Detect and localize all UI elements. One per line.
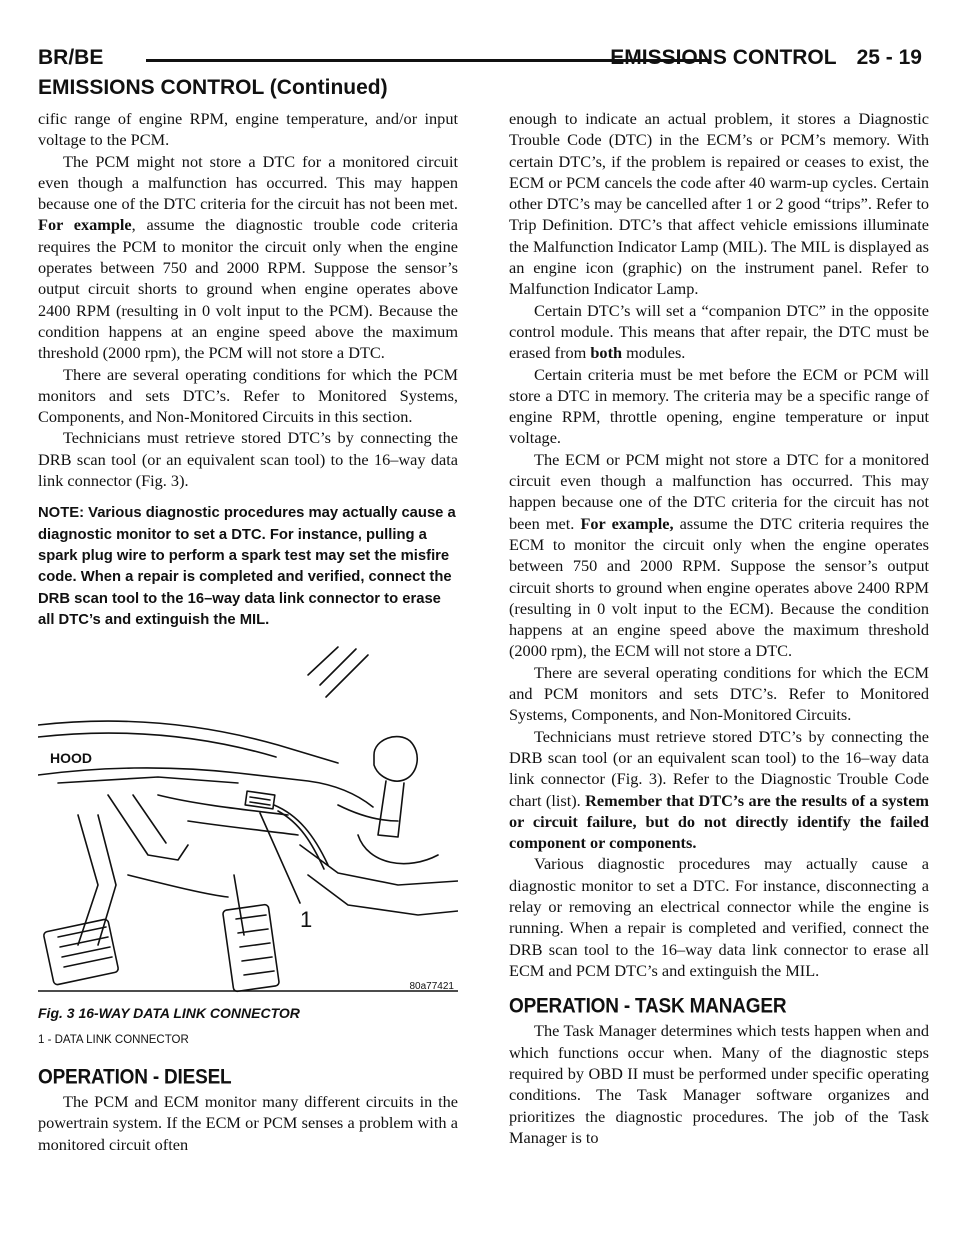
paragraph: There are several operating conditions for which the PCM monitors and sets DTC’s. Refer to Monitored Systems, Components, and Non-Monitored Circuits in this section. — [38, 364, 458, 427]
paragraph: There are several operating conditions for which the ECM and PCM monitors and sets DTC’s. Refer to Monitored Systems, Components, and Non-Monitored Circuits. — [509, 662, 929, 725]
right-column — [509, 108, 929, 1148]
paragraph: enough to indicate an actual problem, it stores a Diagnostic Trouble Code (DTC) in the ECM’s or PCM’s memory. With certain DTC’s, if the problem is repaired or ceases to exist, the ECM or PCM cancels the code after 40 warm-up cycles. Certain other DTC’s may be cancelled after 1 or 2 good “trips”. Refer to Trip Definition. DTC’s that affect vehicle emissions illuminate the Malfunction Indicator Lamp (MIL). The MIL is displayed as an engine icon (graphic) on the instrument panel. Refer to Malfunction Indicator Lamp. — [509, 109, 930, 299]
section-heading: OPERATION - TASK MANAGER — [509, 995, 787, 1019]
paragraph: cific range of engine RPM, engine temperature, and/or input voltage to the PCM. — [38, 109, 458, 150]
paragraph: Technicians must retrieve stored DTC’s by connecting the DRB scan tool (or an equivalent scan tool) to the 16–way data link connector (Fig. 3). — [38, 428, 458, 491]
page-header — [38, 44, 922, 74]
header-right — [610, 46, 922, 70]
figure-legend: 1 - DATA LINK CONNECTOR — [38, 1034, 189, 1047]
paragraph: Certain DTC’s will set a “companion DTC” in the opposite control module. This means that after repair, the DTC must be erased from both modules. — [509, 300, 929, 363]
figure-code: 80a77421 — [409, 980, 454, 992]
page-number: 25 - 19 — [856, 46, 922, 69]
figure-caption: Fig. 3 16-WAY DATA LINK CONNECTOR — [38, 1005, 300, 1022]
paragraph: The PCM and ECM monitor many different circuits in the powertrain system. If the ECM or PCM senses a problem with a monitored circuit often — [38, 1092, 458, 1154]
section-title: EMISSIONS CONTROL — [610, 46, 837, 69]
paragraph: The PCM might not store a DTC for a monitored circuit even though a malfunction has occurred. This may happen because one of the DTC criteria for the circuit has not been met. For example, assume the diagnostic trouble code criteria requires the PCM to monitor the circuit only when the engine operates between 750 and 2000 RPM. Suppose the sensor’s output circuit shorts to ground when engine operates above 2400 RPM (resulting in 0 volt input to the PCM). Because the condition happens at an engine speed above the maximum threshold (2000 rpm), the PCM will not store a DTC. — [38, 151, 458, 363]
paragraph: Certain criteria must be met before the ECM or PCM will store a DTC in memory. The criteria may be a specific range of engine RPM, throttle opening, engine temperature or input voltage. — [509, 364, 929, 448]
section-heading: OPERATION - DIESEL — [38, 1065, 232, 1089]
panel-lettering: HOOD — [50, 750, 92, 767]
paragraph: The ECM or PCM might not store a DTC for a monitored circuit even though a malfunction has occurred. This may happen because one of the DTC criteria for the circuit has not been met. For example, assume the DTC criteria requires the ECM to monitor the circuit only when the engine operates between 750 and 2000 RPM. Suppose the sensor’s output circuit shorts to ground when engine operates above 2400 RPM (resulting in 0 volt input to the ECM). Because the condition happens at an engine speed above the maximum threshold (2000 rpm), the ECM will not store a DTC. — [509, 449, 929, 661]
paragraph: Various diagnostic procedures may actually cause a diagnostic monitor to set a DTC. For instance, disconnecting a relay or removing an electrical connector while the engine is running. When a repair is completed and verified, connect the DRB scan tool to the 16–way data link connector to erase all ECM and PCM DTC’s and extinguish the MIL. — [509, 854, 929, 980]
note: NOTE: Various diagnostic procedures may actually cause a diagnostic monitor to set a DTC. For instance, pulling a spark plug wire to perform a spark test may set the misfire code. When a repair is completed and verified, connect the DRB scan tool to the 16–way data link connector to erase all DTC’s and extinguish the MIL. — [38, 505, 456, 628]
section-subtitle: EMISSIONS CONTROL (Continued) — [38, 76, 388, 99]
paragraph: Technicians must retrieve stored DTC’s by connecting the DRB scan tool (or an equivalent scan tool) to the 16–way data link connector (Fig. 3). Refer to the Diagnostic Trouble Code chart (list). Remember that DTC’s are the results of a system or circuit failure, but do not directly identify the failed component or components. — [509, 726, 929, 853]
paragraph: The Task Manager determines which tests happen when and which functions occur when. Many of the diagnostic steps required by OBD II must be performed under specific operating conditions. The Task Manager software organizes and prioritizes the diagnostic procedures. The job of the Task Manager is to — [509, 1021, 929, 1147]
connector-illustration — [38, 645, 458, 997]
figure-data-link-connector — [38, 645, 458, 997]
model-code: BR/BE — [38, 46, 104, 69]
left-column — [38, 108, 458, 1155]
callout-number: 1 — [300, 907, 313, 933]
